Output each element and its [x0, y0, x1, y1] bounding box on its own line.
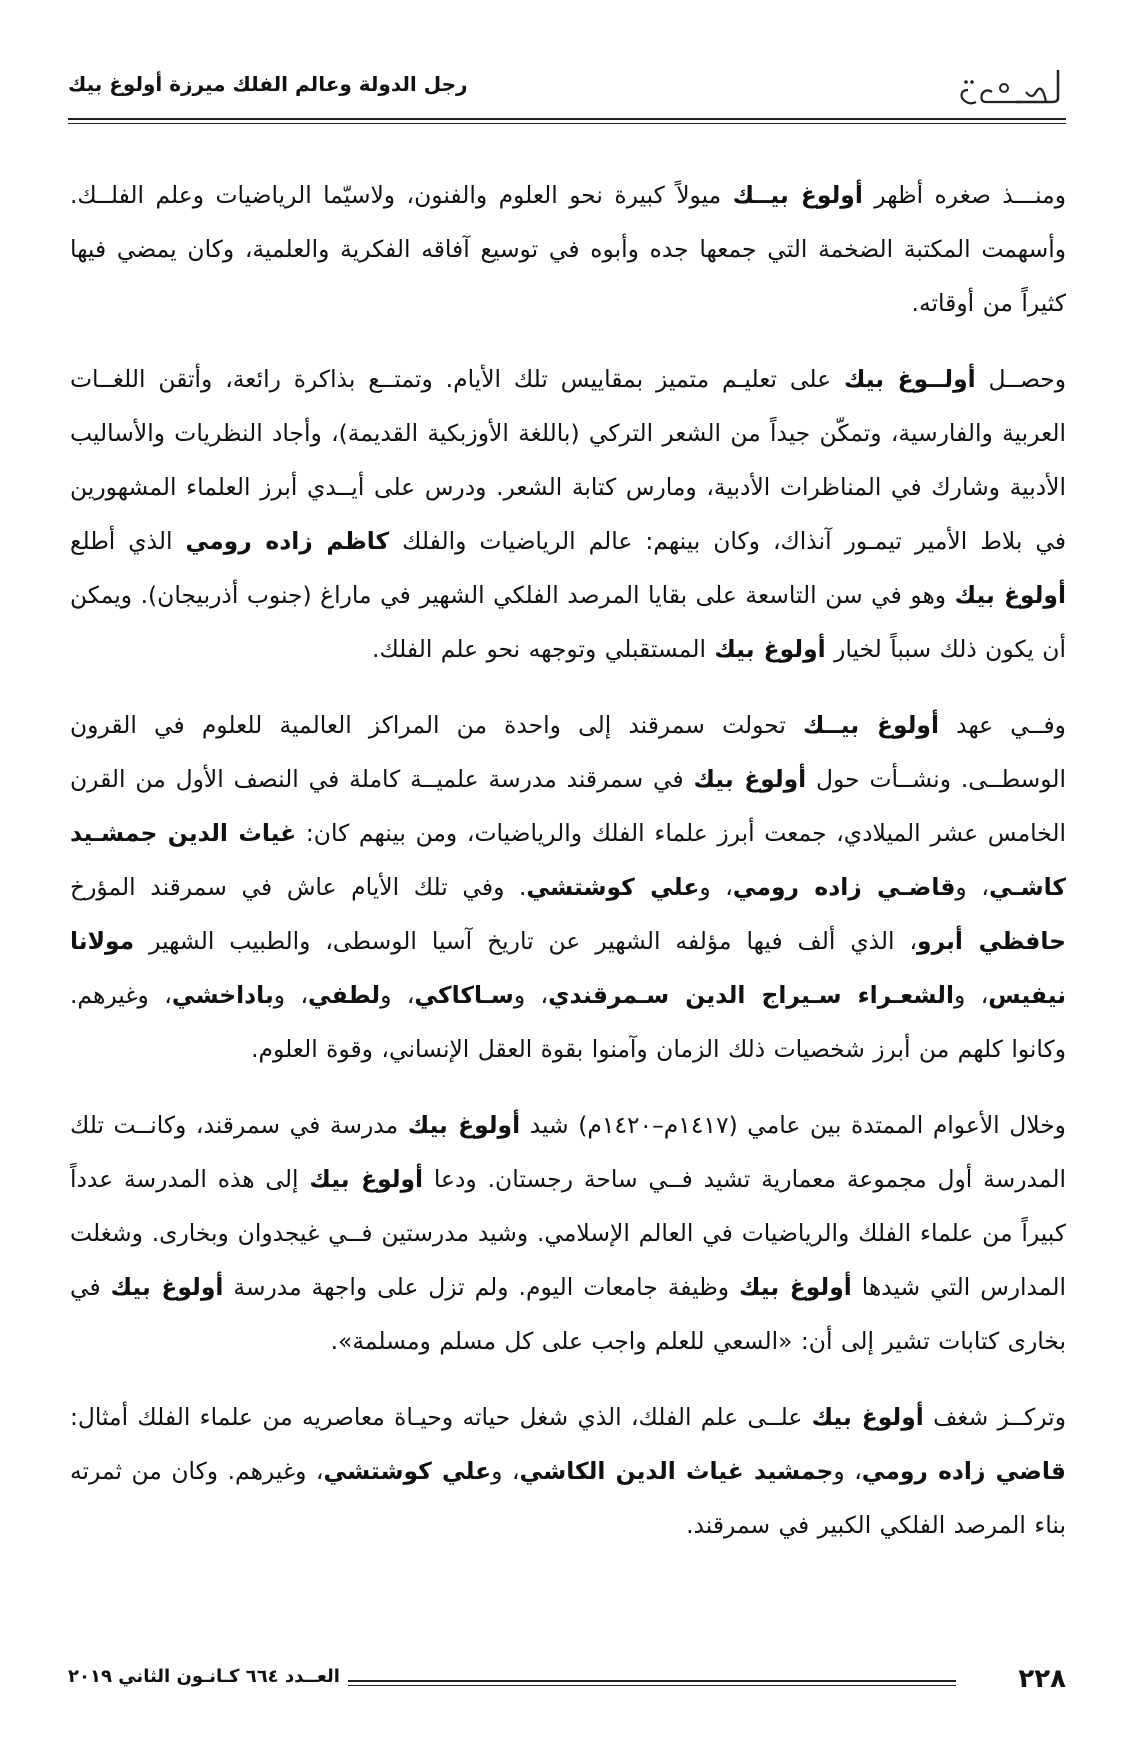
text-run: الذي أطلع — [70, 527, 186, 555]
paragraph — [70, 352, 1066, 676]
issue-info: العــدد ٦٦٤ كـانـون الثاني ٢٠١٩ — [68, 1666, 340, 1687]
running-title: رجل الدولة وعالم الفلك ميرزة أولوغ بيك — [68, 72, 468, 96]
bold-name: لطفي — [308, 981, 381, 1009]
page-footer — [68, 1662, 1066, 1702]
bold-name: علي كوشتشي — [526, 873, 700, 901]
paragraph — [70, 168, 1066, 330]
text-run: ، و — [833, 1457, 862, 1485]
bold-name: جمشيد غياث الدين الكاشي — [519, 1457, 834, 1485]
article-body — [70, 168, 1066, 1574]
bold-name: باداخشي — [171, 981, 274, 1009]
bold-name: غياث الدين جمشـيد كاشـي — [70, 819, 1066, 901]
magazine-logo — [946, 62, 1066, 110]
text-run: ، و — [699, 873, 733, 901]
text-run: المستقبلي وتوجهه نحو علم الفلك. — [372, 635, 715, 663]
text-run: وتركــز شغف — [923, 1403, 1066, 1431]
header-divider — [68, 118, 1066, 120]
paragraph — [70, 1098, 1066, 1368]
text-run: ، و — [513, 981, 549, 1009]
text-run: مدرسة في سمرقند، وكانــت تلك المدرسة أول مجموعة معمارية تشيد فــي ساحة رجستان. ودعا — [70, 1111, 1066, 1193]
bold-name: أولوغ بيك — [954, 581, 1066, 609]
text-run: ، و — [273, 981, 309, 1009]
magazine-logo-icon — [946, 62, 1066, 110]
text-run: وحصــل — [975, 365, 1066, 393]
text-run: وظيفة جامعات اليوم. ولم تزل على واجهة مدرسة — [223, 1273, 739, 1301]
text-run: وهو في سن التاسعة على بقايا المرصد الفلكي الشهير في ماراغ (جنوب أذربيجان). ويمكن أن يكون ذلك سبباً لخيار — [70, 581, 1066, 663]
text-run: وخلال الأعوام الممتدة بين عامي (١٤١٧م–١٤٢٠م) شيد — [520, 1111, 1066, 1139]
bold-name: سـاكاكي — [414, 981, 514, 1009]
bold-name: أولوغ بيك — [110, 1273, 224, 1301]
bold-name: أولوغ بيك — [407, 1111, 521, 1139]
text-run: تحولت سمرقند إلى واحدة من المراكز العالمية للعلوم في القرون الوسطــى. ونشــأت حول — [70, 711, 1066, 793]
bold-name: أولوغ بيك — [309, 1165, 424, 1193]
footer-divider-thin — [348, 1685, 956, 1686]
bold-name: كاظم زاده رومي — [185, 527, 390, 555]
text-run: ، وغيرهم. وكانوا كلهم من أبرز شخصيات ذلك الزمان وآمنوا بقوة العقل الإنساني، وقوة العلوم. — [70, 981, 1066, 1063]
text-run: ، الذي ألف فيها مؤلفه الشهير عن تاريخ آسيا الوسطى، والطبيب الشهير — [134, 927, 918, 955]
footer-divider — [348, 1680, 956, 1682]
paragraph — [70, 698, 1066, 1076]
page-header — [68, 62, 1066, 110]
bold-name: أولوغ بيــك — [732, 181, 863, 209]
text-run: إلى هذه المدرسة عدداً كبيراً من علماء الفلك والرياضيات في العالم الإسلامي. وشيد مدرستين فــي غيجدوان وبخارى. وشغلت المدارس التي شيدها — [70, 1165, 1066, 1301]
bold-name: علي كوشتشي — [323, 1457, 492, 1485]
bold-name: أولوغ بيك — [714, 635, 826, 663]
text-run: ومنـــذ صغره أظهر — [862, 181, 1066, 209]
text-run: ، و — [953, 981, 989, 1009]
bold-name: حافظي أبرو — [917, 927, 1066, 955]
bold-name: أولوغ بيك — [693, 765, 807, 793]
bold-name: قاضـي زاده رومي — [732, 873, 956, 901]
bold-name: أولوغ بيــك — [803, 711, 939, 739]
paragraph — [70, 1390, 1066, 1552]
text-run: ، و — [380, 981, 415, 1009]
text-run: ميولاً كبيرة نحو العلوم والفنون، ولاسيّما الرياضيات وعلم الفلــك. وأسهمت المكتبة الضخمة التي جمعها جده وأبوه في توسيع آفاقه الفكرية والعلمية، وكان يمضي فيها كثيراً من أوقاته. — [70, 181, 1066, 317]
text-run: وفــي عهد — [938, 711, 1066, 739]
page-number: ٢٢٨ — [1018, 1664, 1066, 1694]
text-run: في بخارى كتابات تشير إلى أن: «السعي للعلم واجب على كل مسلم ومسلمة». — [70, 1273, 1066, 1355]
text-run: علــى علم الفلك، الذي شغل حياته وحيـاة معاصريه من علماء الفلك أمثال: — [70, 1403, 812, 1431]
text-run: في سمرقند مدرسة علميــة كاملة في النصف الأول من القرن الخامس عشر الميلادي، جمعت أبرز علماء الفلك والرياضيات، ومن بينهم كان: — [70, 765, 1067, 847]
text-run: ، و — [955, 873, 989, 901]
bold-name: أولــوغ بيك — [843, 365, 976, 393]
text-run: ، وغيرهم. وكان من ثمرته بناء المرصد الفلكي الكبير في سمرقند. — [70, 1457, 1066, 1539]
text-run: . وفي تلك الأيام عاش في سمرقند المؤرخ — [70, 873, 527, 901]
bold-name: مولانا نيفيس — [70, 927, 1067, 1009]
bold-name: أولوغ بيك — [811, 1403, 924, 1431]
bold-name: أولوغ بيك — [739, 1273, 852, 1301]
text-run: ، و — [491, 1457, 520, 1485]
text-run: على تعليـم متميز بمقاييس تلك الأيام. وتمتــع بذاكرة رائعة، وأتقن اللغــات العربية والفارسية، وتمكّن جيداً من الشعر التركي (باللغة الأوزبكية القديمة)، وأجاد النظريات والأساليب الأدبية وشارك في المناظرات الأدبية، ومارس كتابة الشعر. ودرس على أيــدي أبرز العلماء المشهورين في بلاط الأمير تيمـور آنذاك، وكان بينهم: عالم الرياضيات والفلك — [70, 365, 1067, 555]
header-divider-thin — [68, 123, 1066, 124]
bold-name: قاضي زاده رومي — [861, 1457, 1066, 1485]
bold-name: الشعـراء سـيراج الدين سـمرقندي — [548, 981, 954, 1009]
